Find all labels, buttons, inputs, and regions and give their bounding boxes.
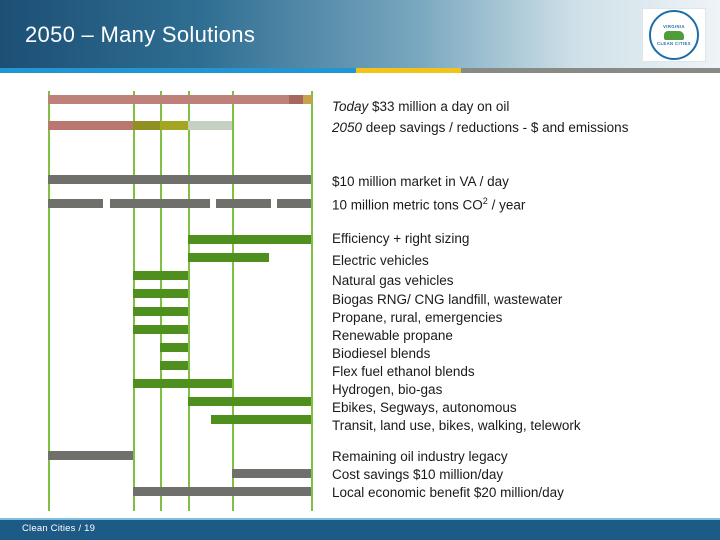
row-label-1: 2050 deep savings / reductions - $ and emissions (332, 120, 629, 135)
row-label-17: Local economic benefit $20 million/day (332, 485, 564, 500)
page-title: 2050 – Many Solutions (25, 22, 256, 47)
bar-row-13-seg-0 (188, 397, 311, 406)
bar-row-3-seg-1 (110, 199, 210, 208)
row-label-9: Renewable propane (332, 328, 453, 343)
bar-row-14-seg-0 (211, 415, 311, 424)
bar-row-2-seg-0 (48, 175, 311, 184)
bar-row-3-seg-3 (277, 199, 311, 208)
bar-row-16-seg-0 (232, 469, 311, 478)
footer-label: Clean Cities / 19 (22, 523, 96, 534)
gridline-1 (133, 91, 135, 511)
gridline-3 (188, 91, 190, 511)
bar-row-8-seg-0 (133, 307, 188, 316)
bar-row-7-seg-0 (133, 289, 188, 298)
logo-top-text: VIRGINIA (663, 23, 685, 29)
bar-row-12-seg-0 (133, 379, 232, 388)
car-icon (664, 31, 684, 40)
row-label-16: Cost savings $10 million/day (332, 467, 504, 482)
logo-bottom-text: CLEAN CITIES (657, 40, 691, 46)
slide-header (0, 0, 720, 68)
bar-row-15-seg-0 (48, 451, 133, 460)
bar-row-0-seg-1 (289, 95, 303, 104)
bar-row-11-seg-0 (160, 361, 188, 370)
row-label-5: Electric vehicles (332, 253, 429, 268)
row-label-10: Biodiesel blends (332, 346, 431, 361)
gridline-4 (232, 91, 234, 511)
row-label-8: Propane, rural, emergencies (332, 310, 503, 325)
row-label-7: Biogas RNG/ CNG landfill, wastewater (332, 292, 563, 307)
gantt-chart (0, 73, 720, 513)
row-label-15: Remaining oil industry legacy (332, 449, 508, 464)
row-label-11: Flex fuel ethanol blends (332, 364, 475, 379)
bar-row-6-seg-0 (133, 271, 188, 280)
logo-circle (649, 10, 699, 60)
bar-row-10-seg-0 (160, 343, 188, 352)
gridline-5 (311, 91, 313, 511)
row-label-14: Transit, land use, bikes, walking, telework (332, 418, 581, 433)
row-label-4: Efficiency + right sizing (332, 231, 470, 246)
row-label-0: Today $33 million a day on oil (332, 99, 510, 114)
footer-accent (0, 518, 720, 520)
bar-row-5-seg-0 (188, 253, 269, 262)
row-label-12: Hydrogen, bio-gas (332, 382, 443, 397)
bar-row-9-seg-0 (133, 325, 188, 334)
row-label-3: 10 million metric tons $CO^2$ / year (332, 196, 526, 213)
bar-row-1-seg-3 (188, 121, 232, 130)
bar-row-1-seg-1 (133, 121, 160, 130)
bar-row-0-seg-2 (303, 95, 312, 104)
row-label-13: Ebikes, Segways, autonomous (332, 400, 517, 415)
gridline-2 (160, 91, 162, 511)
row-label-2: $10 million market in VA / day (332, 174, 509, 189)
bar-row-1-seg-0 (48, 121, 133, 130)
slide-footer (0, 518, 720, 540)
virginia-clean-cities-logo (642, 8, 706, 62)
bar-row-4-seg-0 (188, 235, 311, 244)
bar-row-1-seg-2 (160, 121, 188, 130)
gridline-0 (48, 91, 50, 511)
bar-row-0-seg-0 (48, 95, 289, 104)
bar-row-3-seg-0 (48, 199, 103, 208)
bar-row-17-seg-0 (133, 487, 311, 496)
bar-row-3-seg-2 (216, 199, 271, 208)
row-label-6: Natural gas vehicles (332, 273, 454, 288)
